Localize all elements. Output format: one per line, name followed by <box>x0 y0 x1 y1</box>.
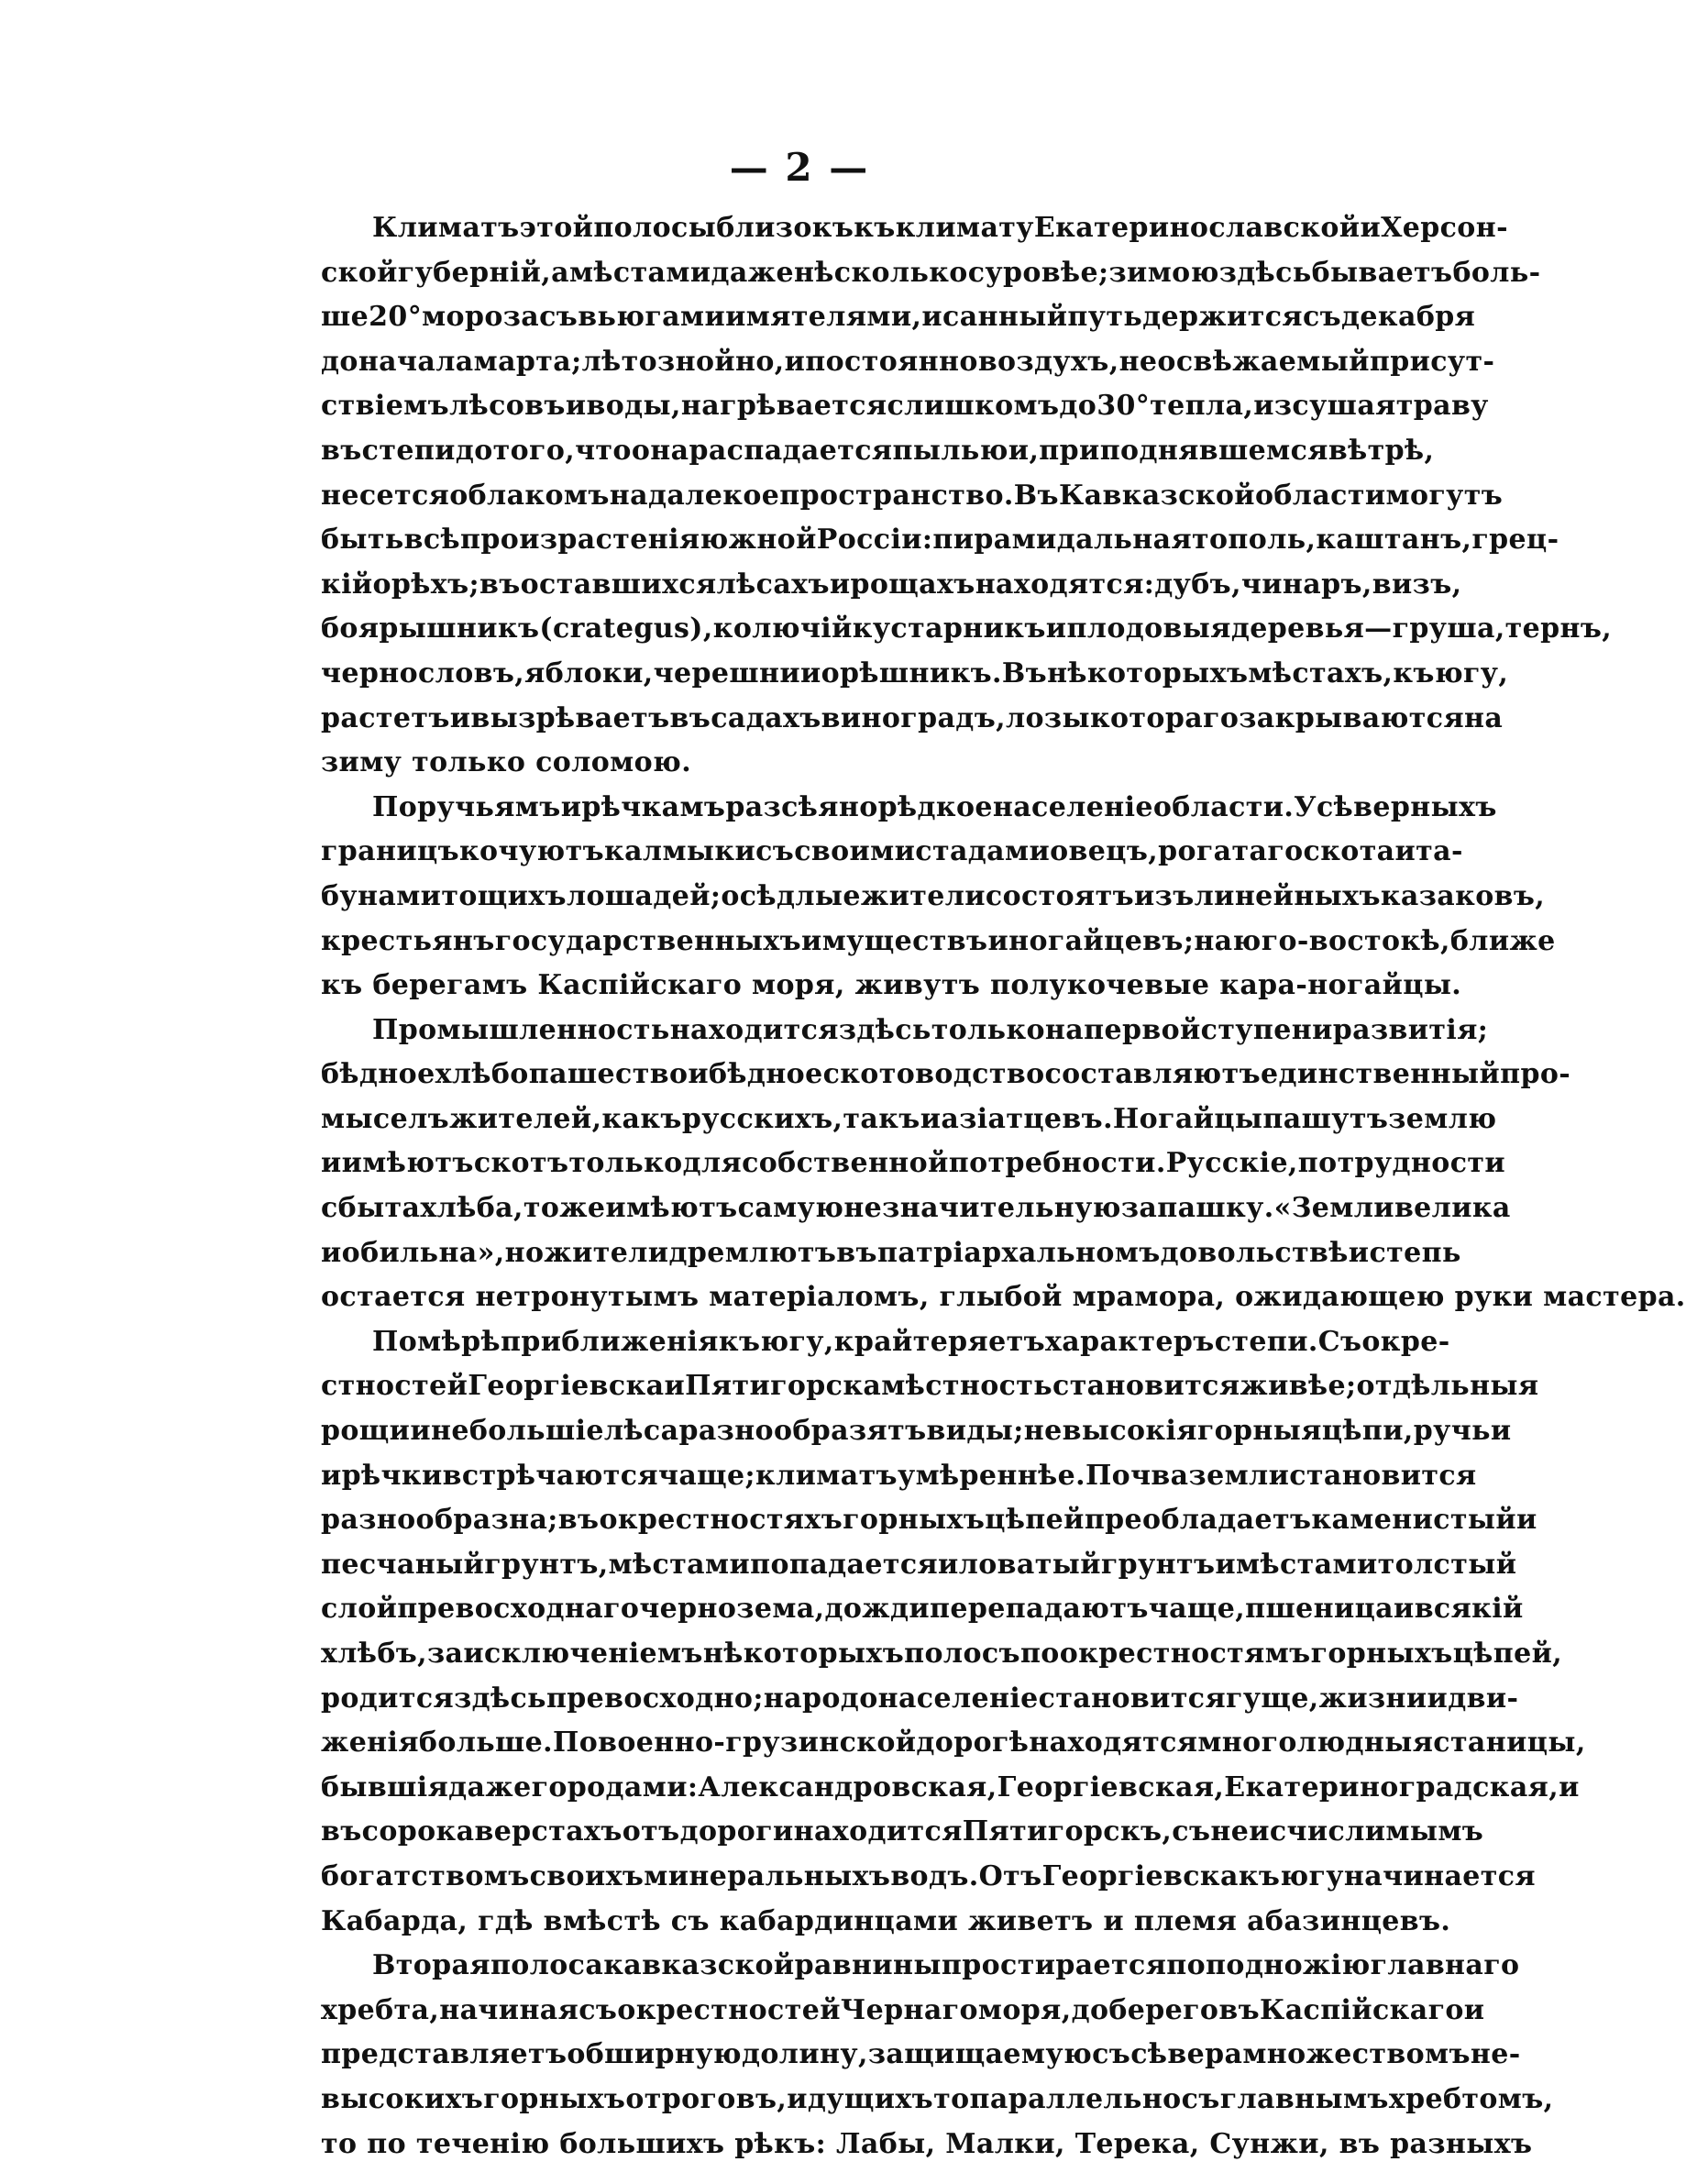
text-line: въ степи дотого, что она распадается пылью и, при поднявшемся вѣтрѣ, <box>321 434 1435 467</box>
text-line: боярышникъ (crategus), колючій кустарникъ и плодовыя деревья — груша, тернъ, <box>321 612 1613 645</box>
text-line: границъ кочуютъ калмыки съ своими стадами овецъ, рогатаго скота и та- <box>321 835 1463 868</box>
text-line: кій орѣхъ; въ оставшихся лѣсахъ и рощахъ находятся: дубъ, чинаръ, визъ, <box>321 568 1462 601</box>
text-line: песчаный грунтъ, мѣстами попадается иловатый грунтъ и мѣстами толстый <box>321 1548 1517 1581</box>
text-line: бунами тощихъ лошадей; осѣдлые жители состоятъ изъ линейныхъ казаковъ, <box>321 879 1546 912</box>
text-line: остается нетронутымъ матеріаломъ, глыбой мрамора, ожидающею руки мастера. <box>321 1281 1686 1314</box>
text-line: то по теченію большихъ рѣкъ: Лабы, Малки, Терека, Сунжи, въ разныхъ <box>321 2127 1533 2160</box>
text-line: слой превосходнаго чернозема, дожди перепадаютъ чаще, пшеница и всякій <box>321 1593 1524 1626</box>
text-line: ской губерній, а мѣстами даже нѣсколько суровѣе; зимою здѣсь бываетъ боль- <box>321 256 1541 289</box>
text-line: Вторая полоса кавказской равнины простирается по подножію главнаго <box>372 1949 1520 1982</box>
text-line: сбыта хлѣба, тоже имѣютъ самую незначительную запашку. «Земли велика <box>321 1192 1511 1225</box>
text-line: ше 20° мороза съ вьюгами и мятелями, и санный путь держится съ декабря <box>321 301 1476 334</box>
paragraph <box>321 206 1613 786</box>
text-line: чернословъ, яблоки, черешни и орѣшникъ. Въ нѣкоторыхъ мѣстахъ, къ югу, <box>321 656 1509 689</box>
text-line: разнообразна; въ окрестностяхъ горныхъ цѣпей преобладаетъ каменистый и <box>321 1504 1537 1537</box>
text-line: Климатъ этой полосы близокъ къ климату Екатеринославской и Херсон- <box>372 212 1508 244</box>
text-line: до начала марта; лѣто знойно, и постоянно воздухъ, не освѣжаемый присут- <box>321 345 1495 378</box>
text-line: ствіемъ лѣсовъ и воды, нагрѣвается слишкомъ до 30° тепла, изсушая траву <box>321 390 1489 423</box>
text-line: и рѣчки встрѣчаются чаще; климатъ умѣреннѣе. Почва земли становится <box>321 1459 1477 1492</box>
text-line: зиму только соломою. <box>321 746 692 779</box>
text-line: По ручьямъ и рѣчкамъ разсѣяно рѣдкое населеніе области. У сѣверныхъ <box>372 790 1497 823</box>
text-line: стностей Георгіевска и Пятигорска мѣстность становится живѣе; отдѣльныя <box>321 1370 1539 1403</box>
text-line: несется облакомъ на далекое пространство. Въ Кавказской области могутъ <box>321 479 1504 512</box>
body-text <box>321 206 1686 2167</box>
text-line: къ берегамъ Каспійскаго моря, живутъ полукочевые кара-ногайцы. <box>321 969 1462 1002</box>
text-line: рощи и небольшіе лѣса разнообразятъ виды; невысокія горныя цѣпи, ручьи <box>321 1415 1512 1448</box>
text-line: хребта, начиная съ окрестностей Чернаго моря, до береговъ Каспійскаго и <box>321 1993 1485 2026</box>
text-line: быть всѣ произрастенія южной Россіи: пирамидальная тополь, каштанъ, грец- <box>321 524 1559 557</box>
text-line: и обильна», но жители дремлютъ въ патріархальномъ довольствѣ и степь <box>321 1236 1461 1269</box>
text-line: мыселъ жителей, какъ русскихъ, такъ и азіатцевъ. Ногайцы пашутъ землю <box>321 1102 1497 1135</box>
text-line: Промышленность находится здѣсь только на первой ступени развитія; <box>372 1013 1489 1046</box>
paragraph <box>321 1320 1586 1944</box>
page-number: — 2 — <box>729 145 870 190</box>
text-line: По мѣрѣ приближенія къ югу, край теряетъ характеръ степи. Съ окре- <box>372 1325 1450 1358</box>
text-line: хлѣбъ, за исключеніемъ нѣкоторыхъ полосъ по окрестностямъ горныхъ цѣпей, <box>321 1638 1563 1670</box>
text-line: бывшія даже городами: Александровская, Георгіевская, Екатериноградская, и <box>321 1770 1580 1803</box>
text-line: женія больше. По военно-грузинской дорогѣ находятся многолюдныя станицы, <box>321 1726 1586 1759</box>
text-line: представляетъ обширную долину, защищаемую съ сѣвера множествомъ не- <box>321 2038 1521 2071</box>
text-line: растетъ и вызрѣваетъ въ садахъ виноградъ, лозы котораго закрываются на <box>321 701 1504 734</box>
text-line: бѣдное хлѣбопашество и бѣдное скотоводство составляютъ единственный про- <box>321 1058 1571 1091</box>
text-line: крестьянъ государственныхъ имуществъ и ногайцевъ; на юго-востокѣ, ближе <box>321 924 1556 957</box>
text-line: богатствомъ своихъ минеральныхъ водъ. Отъ Георгіевска къ югу начинается <box>321 1859 1536 1892</box>
text-line: и имѣютъ скотъ только для собственной потребности. Русскіе, по трудности <box>321 1147 1506 1180</box>
text-line: высокихъ горныхъ отроговъ, идущихъ то параллельно съ главнымъ хребтомъ, <box>321 2082 1554 2115</box>
text-line: родится здѣсь превосходно; народонаселеніе становится гуще, жизни и дви- <box>321 1682 1519 1715</box>
paragraph <box>321 1009 1686 1320</box>
text-line: Кабарда, гдѣ вмѣстѣ съ кабардинцами живетъ и племя абазинцевъ. <box>321 1904 1451 1937</box>
paragraph <box>321 786 1556 1009</box>
paragraph <box>321 1944 1554 2167</box>
text-line: въ сорока верстахъ отъ дороги находится Пятигорскъ, съ неисчислимымъ <box>321 1815 1484 1848</box>
